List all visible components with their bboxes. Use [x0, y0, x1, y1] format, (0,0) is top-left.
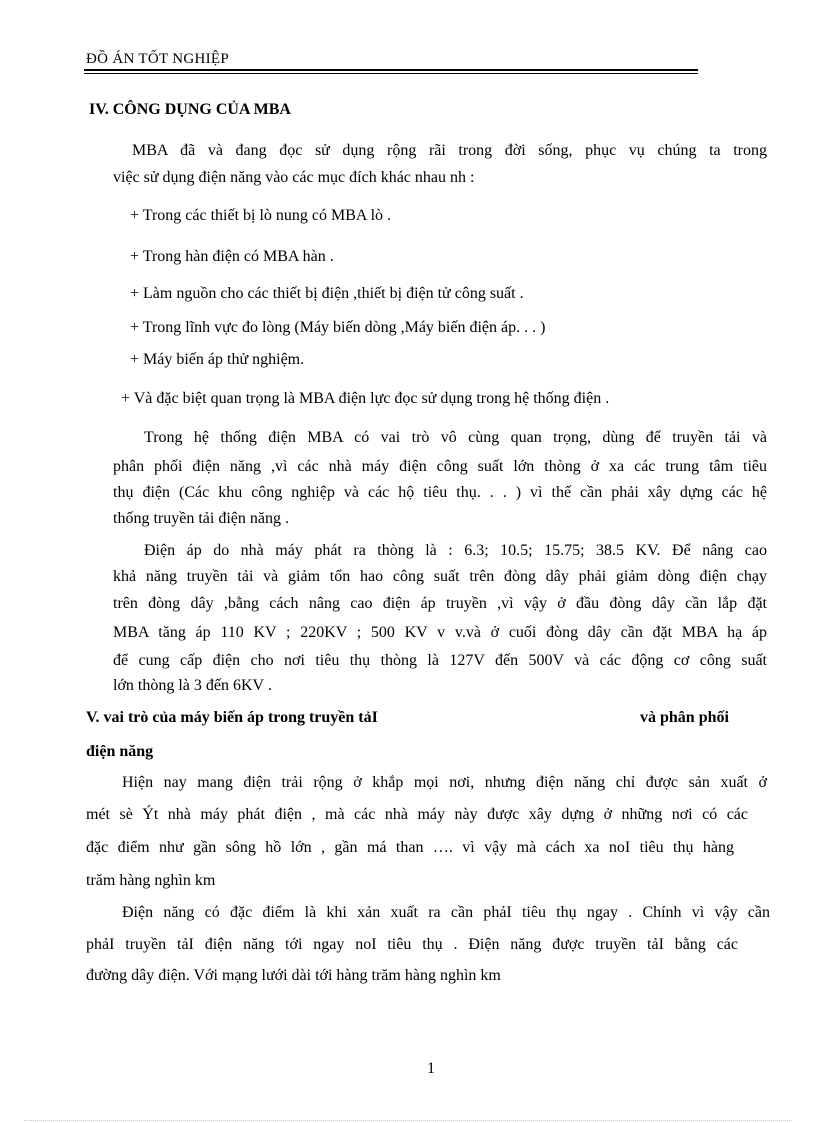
page-number: 1	[427, 1060, 435, 1077]
page-header-title: ĐỒ ÁN TỐT NGHIỆP	[86, 51, 229, 67]
section-5-para-1-line: trăm hàng nghìn km	[86, 872, 216, 889]
section-5-heading-right: và phân phối	[640, 709, 729, 726]
footer-dotted-rule	[24, 1120, 792, 1121]
section-4-para-2-line: thụ điện (Các khu công nghiệp và các hộ tiêu thụ. . . ) vì thế cần phải xây dựng các hệ	[113, 484, 767, 501]
bullet-item: + Trong hàn điện có MBA hàn .	[130, 248, 334, 265]
section-5-para-1-line: mét sè Ýt nhà máy phát điện , mà các nhà máy này được xây dựng ở những nơi có các	[86, 806, 748, 823]
bullet-item: + Và đặc biệt quan trọng là MBA điện lực đọc sử dụng trong hệ thống điện .	[121, 390, 610, 407]
bullet-item: + Trong các thiết bị lò nung có MBA lò .	[130, 207, 392, 224]
section-4-para-3-line: khả năng truyền tải và giảm tổn hao công suất trên đòng dây phải giảm dòng điện chạy	[113, 568, 767, 585]
bullet-item: + Máy biến áp thử nghiệm.	[130, 351, 305, 368]
section-5-para-1-line: đặc điểm như gần sông hồ lớn , gần má than …. vì vậy mà cách xa noI tiêu thụ hàng	[86, 839, 734, 856]
section-4-para-3-line: trên đòng dây ,bằng cách nâng cao điện áp truyền ,vì vậy ở đầu đòng dây cần lắp đặt	[113, 595, 767, 612]
section-4-heading: IV. CÔNG DỤNG CỦA MBA	[89, 101, 291, 118]
section-5-heading-line-2: điện năng	[86, 743, 154, 760]
section-4-para-3-line: MBA tăng áp 110 KV ; 220KV ; 500 KV v v.và ở cuối đòng dây cần đặt MBA hạ áp	[113, 624, 767, 641]
bullet-item: + Trong lĩnh vực đo lòng (Máy biến dòng ,Máy biến điện áp. . . )	[130, 319, 546, 336]
section-4-para-2-line: Trong hệ thống điện MBA có vai trò vô cùng quan trọng, dùng để truyền tải và	[144, 429, 767, 446]
section-4-para-3-line: Điện áp do nhà máy phát ra thòng là : 6.3; 10.5; 15.75; 38.5 KV. Để nâng cao	[144, 542, 767, 559]
section-4-para-2-line: phân phối điện năng ,vì các nhà máy điện công suất lớn thòng ở xa các trung tâm tiêu	[113, 458, 767, 475]
section-5-para-1-line: Hiện nay mang điện trải rộng ở khắp mọi nơi, nhưng điện năng chỉ được sản xuất ở	[122, 774, 767, 791]
header-rule-thin	[84, 73, 698, 74]
section-5-para-2-line: phảI truyền tảI điện năng tới ngay noI tiêu thụ . Điện năng được truyền tảI bằng các	[86, 936, 738, 953]
section-4-para-3-line: lớn thòng là 3 đến 6KV .	[113, 677, 272, 694]
section-5-para-2-line: đường dây điện. Với mạng lưới dài tới hàng trăm hàng nghìn km	[86, 967, 501, 984]
section-4-intro-line-1: MBA đã và đang đọc sử dụng rộng rãi trong đời sống, phục vụ chúng ta trong	[132, 142, 767, 159]
header-rule-thick	[84, 69, 698, 71]
section-5-heading-left: V. vai trò của máy biến áp trong truyền tảI	[86, 709, 378, 726]
bullet-item: + Làm nguồn cho các thiết bị điện ,thiết bị điện tử công suất .	[130, 285, 524, 302]
section-4-intro-line-2: việc sử dụng điện năng vào các mục đích khác nhau nh :	[113, 169, 475, 186]
section-5-para-2-line: Điện năng có đặc điểm là khi xản xuất ra cần phảI tiêu thụ ngay . Chính vì vậy cần	[122, 904, 770, 921]
section-4-para-3-line: để cung cấp điện cho nơi tiêu thụ thòng là 127V đến 500V và các động cơ công suất	[113, 652, 767, 669]
section-4-para-2-line: thống truyền tải điện năng .	[113, 510, 289, 527]
